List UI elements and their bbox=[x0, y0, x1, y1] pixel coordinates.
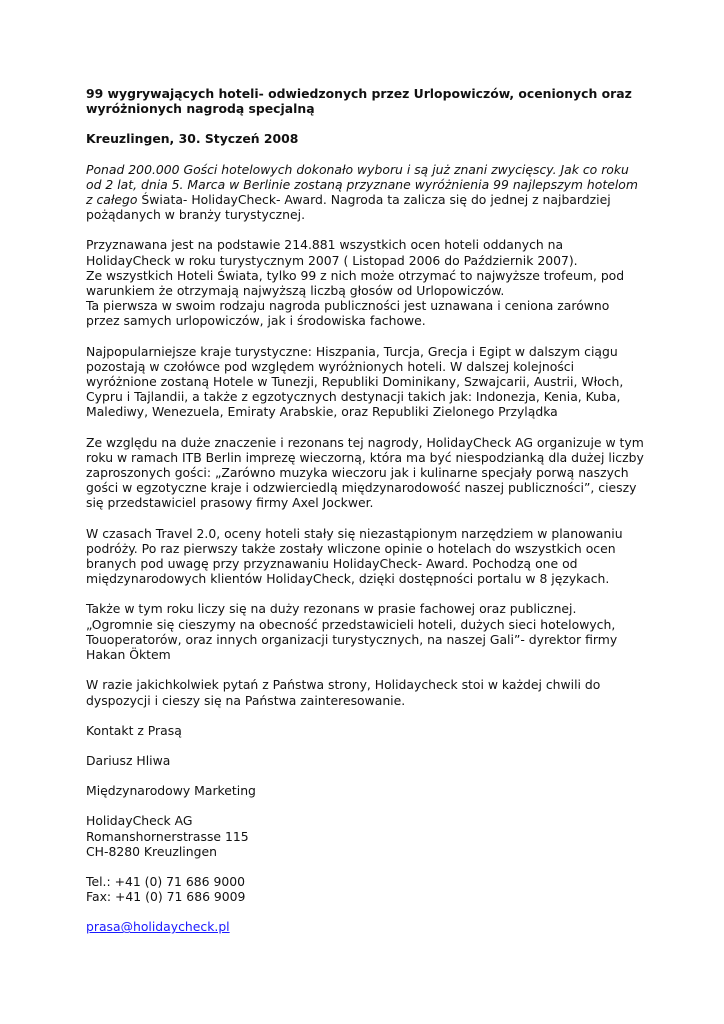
lead-italic-text: Ponad 200.000 Gości hotelowych dokonało wyboru i są już znani zwycięscy. Jak co roku od 2 lat, dnia 5. Marca w Berlinie zostaną przyznane wyróżnienia 99 najlepszym hotelom z całego bbox=[86, 161, 638, 208]
para6-line1: Także w tym roku liczy się na duży rezonans w prasie fachowej oraz publicznej. bbox=[86, 601, 577, 617]
contact-fax: Fax: +41 (0) 71 686 9009 bbox=[86, 889, 246, 905]
lead-paragraph bbox=[86, 162, 646, 223]
company-city: CH-8280 Kreuzlingen bbox=[86, 843, 217, 859]
contact-heading: Kontakt z Prasą bbox=[86, 722, 182, 738]
para2-line3: Ta pierwsza w swoim rodzaju nagroda publiczności jest uznawana i ceniona zarówno przez samych urlopowiczów, jak i środowiska fachowe. bbox=[86, 298, 610, 329]
para3: Najpopularniejsze kraje turystyczne: Hiszpania, Turcja, Grecja i Egipt w dalszym ciągu pozostają w czołówce pod względem wyróżnionych hoteli. W dalszej kolejności wyróżnione zostaną Hotele w Tunezji, Republiki Dominikany, Szwajcarii, Austrii, Włoch, Cypru i Tajlandii, a także z egzotycznych destynacji takich jak: Indonezja, Kenia, Kuba, Malediwy, Wenezuela, Emiraty Arabskie, oraz Republiki Zielonego Przylądka bbox=[86, 343, 624, 420]
company-name: HolidayCheck AG bbox=[86, 813, 193, 829]
contact-email-line bbox=[86, 919, 646, 934]
contact-name: Dariusz Hliwa bbox=[86, 752, 171, 768]
para6-line2: „Ogromnie się cieszymy na obecność przedstawicieli hoteli, dużych sieci hotelowych, Touoperatorów, oraz innych organizacji turystycznych, na naszej Gali”- dyrektor firmy Hakan Öktem bbox=[86, 616, 618, 663]
email-link[interactable]: prasa@holidaycheck.pl bbox=[86, 919, 230, 935]
lead-normal-text: Świata- HolidayCheck- Award. Nagroda ta zalicza się do jednej z najbardziej pożądanych w branży turystycznej. bbox=[86, 192, 611, 223]
contact-department: Międzynarodowy Marketing bbox=[86, 783, 256, 799]
document-title: 99 wygrywających hoteli- odwiedzonych przez Urlopowiczów, ocenionych oraz wyróżnionych nagrodą specjalną bbox=[86, 86, 632, 117]
document-page bbox=[86, 86, 646, 935]
dateline: Kreuzlingen, 30. Styczeń 2008 bbox=[86, 131, 299, 147]
para5: W czasach Travel 2.0, oceny hoteli stały się niezastąpionym narzędziem w planowaniu podróży. Po raz pierwszy także zostały wliczone opinie o hotelach do wszystkich ocen branych pod uwagę przy przyznawaniu HolidayCheck- Award. Pochodzą one od międzynarodowych klientów HolidayCheck, dzięki dostępności portalu w 8 językach. bbox=[86, 525, 623, 587]
para7: W razie jakichkolwiek pytań z Państwa strony, Holidaycheck stoi w każdej chwili do dyspozycji i cieszy się na Państwa zainteresowanie. bbox=[86, 677, 601, 708]
para2-line1: Przyznawana jest na podstawie 214.881 wszystkich ocen hoteli oddanych na HolidayCheck w roku turystycznym 2007 ( Listopad 2006 do Październik 2007). bbox=[86, 237, 578, 268]
company-street: Romanshornerstrasse 115 bbox=[86, 828, 249, 844]
para4: Ze względu na duże znaczenie i rezonans tej nagrody, HolidayCheck AG organizuje w tym roku w ramach ITB Berlin imprezę wieczorną, która ma być niespodzianką dla dużej liczby zaproszonych gości: „Zarówno muzyka wieczoru jak i kulinarne specjały porwą naszych gości w egzotyczne kraje i odzwierciedlą międzynarodowość naszej publiczności”, cieszy się przedstawiciel prasowy firmy Axel Jockwer. bbox=[86, 434, 644, 511]
para2-line2: Ze wszystkich Hoteli Świata, tylko 99 z nich może otrzymać to najwyższe trofeum, pod warunkiem że otrzymają najwyższą liczbą głosów od Urlopowiczów. bbox=[86, 267, 625, 299]
contact-tel: Tel.: +41 (0) 71 686 9000 bbox=[86, 873, 245, 889]
